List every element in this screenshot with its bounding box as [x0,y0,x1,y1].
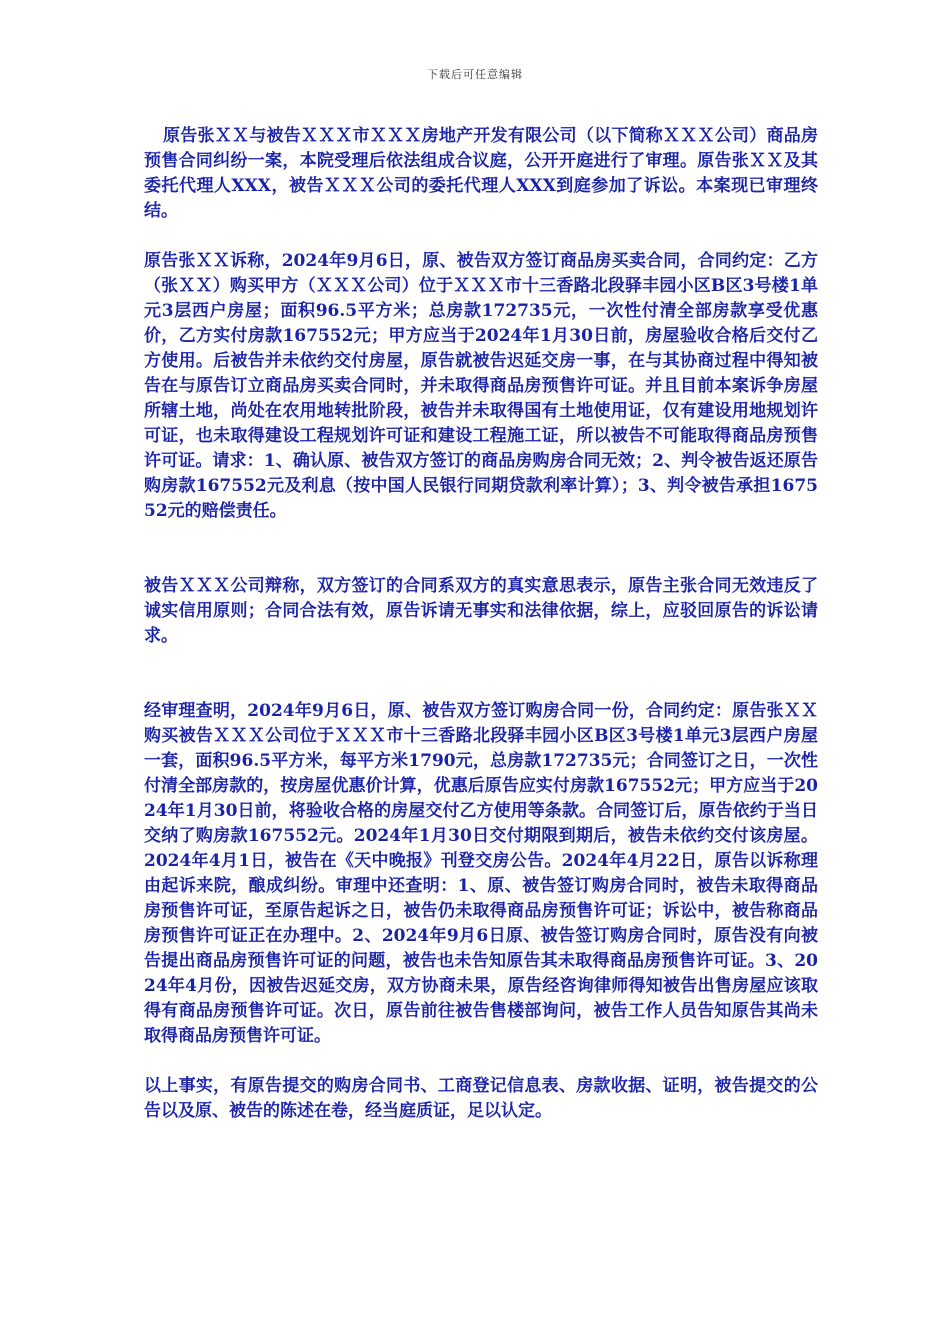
page-header-note: 下载后可任意编辑 [427,68,523,81]
paragraph-case-intro: 原告张ＸＸ与被告ＸＸＸ市ＸＸＸ房地产开发有限公司（以下简称ＸＸＸ公司）商品房预售合同纠纷一案，本院受理后依法组成合议庭，公开开庭进行了审理。原告张ＸＸ及其委托代理人XXX，被告ＸＸＸ公司的委托代理人XXX到庭参加了诉讼。本案现已审理终结。 [144,126,818,221]
paragraph-plaintiff-claim: 原告张ＸＸ诉称，2024年9月6日，原、被告双方签订商品房买卖合同，合同约定：乙方（张ＸＸ）购买甲方（ＸＸＸ公司）位于ＸＸＸ市十三香路北段驿丰园小区B区3号楼1单元3层西户房屋；面积96.5平方米；总房款172735元，一次性付清全部房款享受优惠价，乙方实付房款167552元；甲方应当于2024年1月30日前，房屋验收合格后交付乙方使用。后被告并未依约交付房屋，原告就被告迟延交房一事，在与其协商过程中得知被告在与原告订立商品房买卖合同时，并未取得商品房预售许可证。并且目前本案诉争房屋所辖土地，尚处在农用地转批阶段，被告并未取得国有土地使用证，仅有建设用地规划许可证，也未取得建设工程规划许可证和建设工程施工证，所以被告不可能取得商品房预售许可证。请求：1、确认原、被告双方签订的商品房购房合同无效；2、判令被告返还原告购房款167552元及利息（按中国人民银行同期贷款利率计算）；3、判令被告承担167552元的赔偿责任。 [144,251,818,521]
paragraph-defendant-response: 被告ＸＸＸ公司辩称，双方签订的合同系双方的真实意思表示，原告主张合同无效违反了诚实信用原则；合同合法有效，原告诉请无事实和法律依据，综上，应驳回原告的诉讼请求。 [144,576,818,646]
document-body [144,124,818,1124]
paragraph-findings-of-fact: 经审理查明，2024年9月6日，原、被告双方签订购房合同一份，合同约定：原告张ＸＸ购买被告ＸＸＸ公司位于ＸＸＸ市十三香路北段驿丰园小区B区3号楼1单元3层西户房屋一套，面积96.5平方米，每平方米1790元，总房款172735元；合同签订之日，一次性付清全部房款的，按房屋优惠价计算，优惠后原告应实付房款167552元；甲方应当于2024年1月30日前，将验收合格的房屋交付乙方使用等条款。合同签订后，原告依约于当日交纳了购房款167552元。2024年1月30日交付期限到期后，被告未依约交付该房屋。2024年4月1日，被告在《天中晚报》刊登交房公告。2024年4月22日，原告以诉称理由起诉来院，酿成纠纷。审理中还查明：1、原、被告签订购房合同时，被告未取得商品房预售许可证，至原告起诉之日，被告仍未取得商品房预售许可证；诉讼中，被告称商品房预售许可证正在办理中。2、2024年9月6日原、被告签订购房合同时，原告没有向被告提出商品房预售许可证的问题，被告也未告知原告其未取得商品房预售许可证。3、2024年4月份，因被告迟延交房，双方协商未果，原告经咨询律师得知被告出售房屋应该取得有商品房预售许可证。次日，原告前往被告售楼部询问，被告工作人员告知原告其尚未取得商品房预售许可证。 [144,701,818,1046]
paragraph-evidence-summary: 以上事实，有原告提交的购房合同书、工商登记信息表、房款收据、证明，被告提交的公告以及原、被告的陈述在卷，经当庭质证，足以认定。 [144,1076,818,1121]
